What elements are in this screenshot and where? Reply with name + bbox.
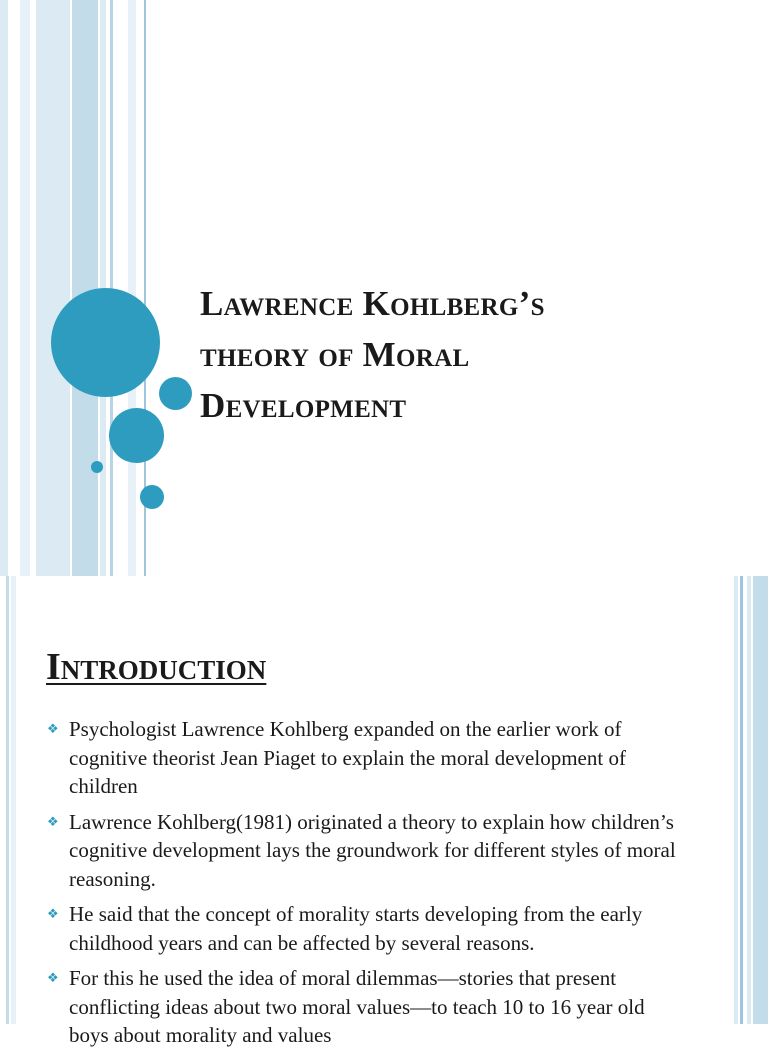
diamond-bullet-icon: ❖ [47, 970, 59, 985]
stripe [0, 0, 8, 576]
slide-title-line: Development [200, 386, 407, 425]
decorative-circle-large [51, 288, 160, 397]
stripe [128, 0, 136, 576]
stripe [747, 576, 751, 1024]
stripe [72, 0, 98, 576]
list-item [46, 964, 686, 1050]
list-item-text: For this he used the idea of moral dilemmas—stories that present conflicting ideas about two moral values—to teach 10 to 16 year old boys about morality and values [69, 966, 645, 1047]
diamond-bullet-icon: ❖ [47, 721, 59, 736]
decorative-circle-small [159, 377, 192, 410]
decorative-circle-medium [109, 408, 164, 463]
list-item-text: Lawrence Kohlberg(1981) originated a theory to explain how children’s cognitive development lays the groundwork for different styles of moral reasoning. [69, 809, 676, 891]
stripe [36, 0, 70, 576]
stripe [6, 576, 9, 1024]
slide-title-line: theory of Moral [200, 335, 470, 374]
decorative-stripes [0, 0, 160, 576]
bullet-list [46, 715, 686, 1057]
stripe [20, 0, 30, 576]
stripe [11, 576, 16, 1024]
list-item [46, 715, 686, 801]
stripe [753, 576, 768, 1024]
list-item-text: Psychologist Lawrence Kohlberg expanded on the earlier work of cognitive theorist Jean Piaget to explain the moral development of children [69, 717, 626, 798]
list-item-text: He said that the concept of morality starts developing from the early childhood years and can be affected by several reasons. [69, 902, 643, 955]
list-item [46, 808, 686, 894]
diamond-bullet-icon: ❖ [47, 906, 59, 921]
stripe [740, 576, 743, 1024]
decorative-circle-xsmall [140, 485, 164, 509]
list-item [46, 900, 686, 957]
slide-title-line: Lawrence Kohlberg’s [200, 284, 545, 323]
decorative-circle-dot [91, 461, 103, 473]
diamond-bullet-icon: ❖ [47, 813, 59, 829]
stripe [734, 576, 738, 1024]
introduction-slide [0, 576, 768, 1047]
section-heading: Introduction [46, 646, 267, 688]
slide-title [200, 278, 740, 431]
